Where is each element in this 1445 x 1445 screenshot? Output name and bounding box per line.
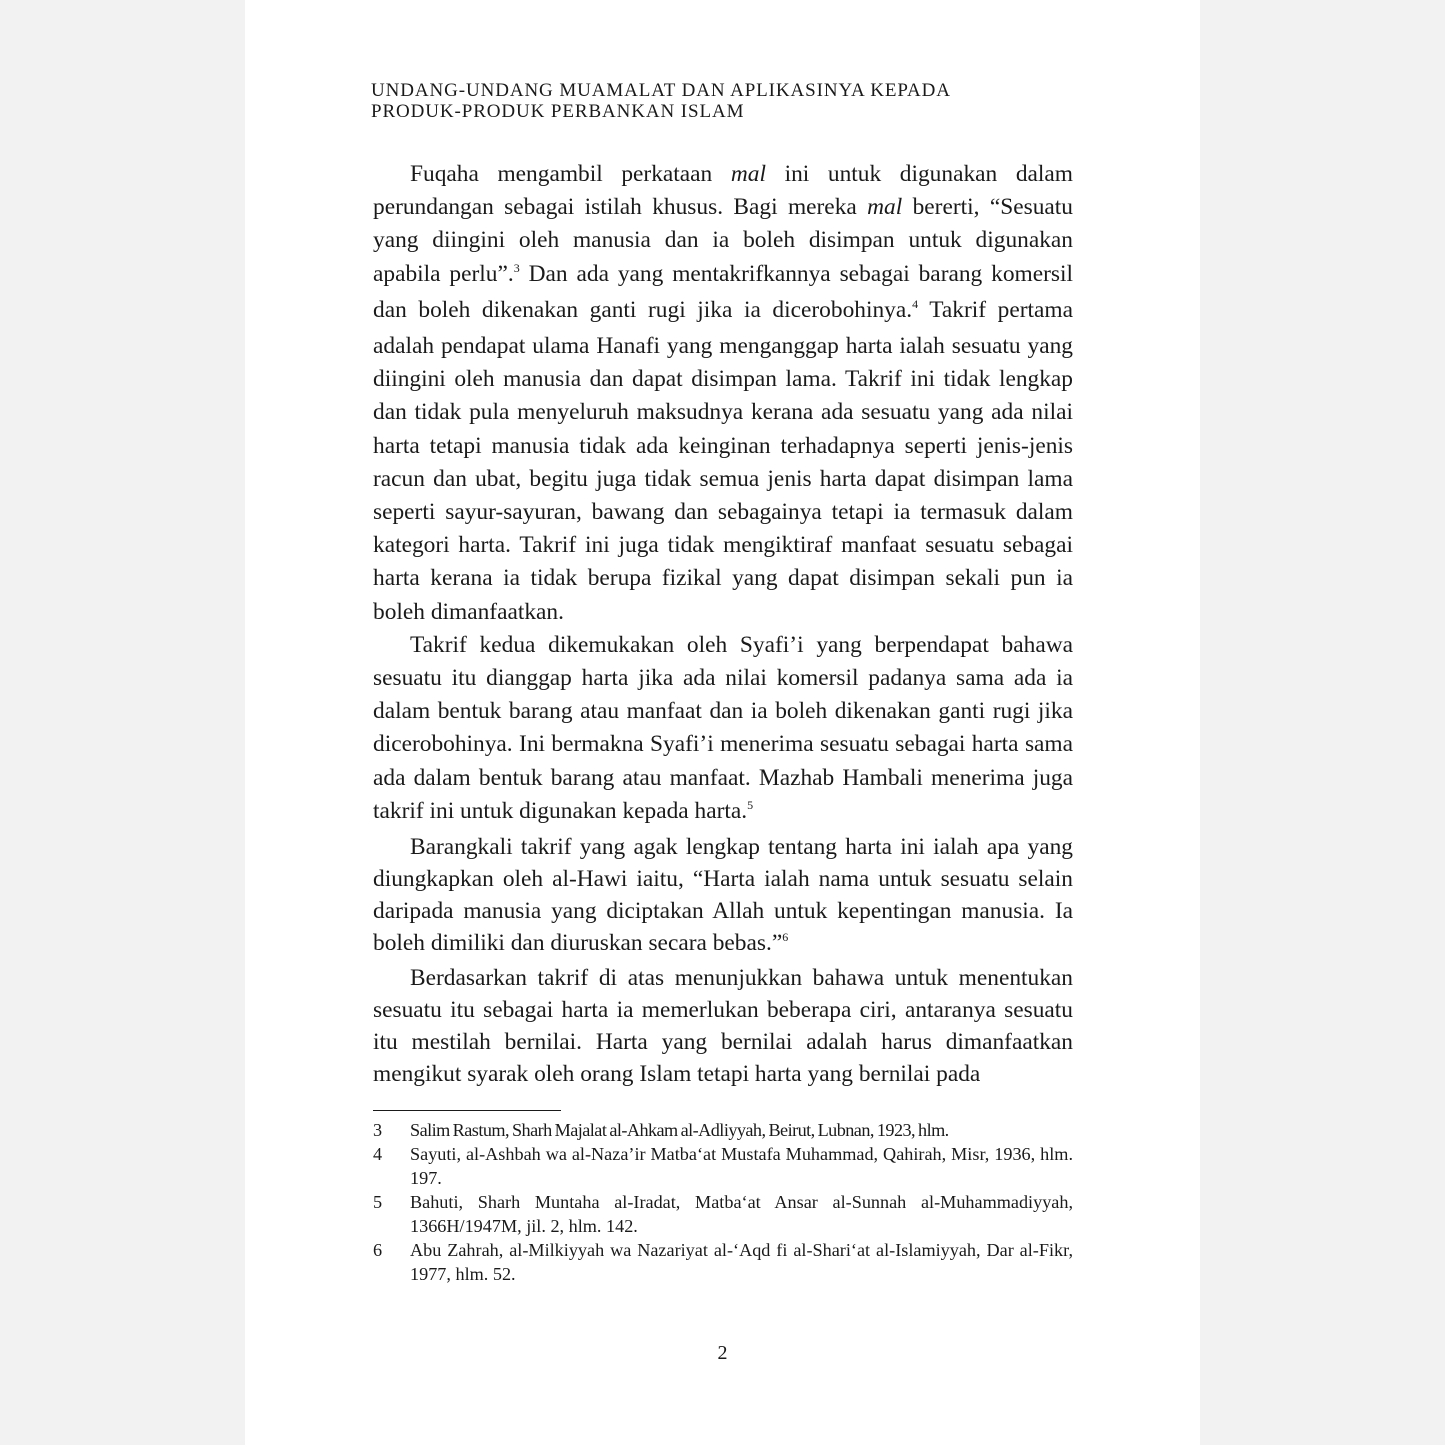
paragraph-2 <box>373 629 1073 831</box>
term-mal: mal <box>867 194 903 221</box>
paragraph-4-text: Berdasarkan takrif di atas menunjukkan bahawa untuk menentukan sesuatu itu sebagai harta ia memerlukan beberapa ciri, antaranya sesuatu itu mestilah bernilai. Harta yang bernilai adalah harus dimanfaatkan mengikut syarak oleh orang Islam tetapi harta yang bernilai pada <box>373 965 1073 1088</box>
footnote-5 <box>373 1190 1073 1238</box>
running-head <box>371 80 1071 122</box>
paragraph-1-text-d: Dan ada yang mentakrifkannya sebagai barang komersil dan boleh dikenakan ganti rugi jika ia dicerobohinya. <box>373 260 1074 323</box>
footnote-number: 6 <box>373 1240 383 1260</box>
footnote-ref-3[interactable]: 3 <box>513 260 520 275</box>
paragraph-1 <box>373 158 1073 629</box>
paragraph-2-text: Takrif kedua dikemukakan oleh Syafi’i yang berpendapat bahawa sesuatu itu dianggap harta jika ada nilai komersil padanya sama ada ia dalam bentuk barang atau manfaat dan ia boleh dikenakan ganti rugi jika dicerobohinya. Ini bermakna Syafi’i menerima sesuatu sebagai harta sama ada dalam bentuk barang atau manfaat. Mazhab Hambali menerima juga takrif ini untuk digunakan kepada harta. <box>373 631 1073 824</box>
running-head-line-2: PRODUK-PRODUK PERBANKAN ISLAM <box>371 101 745 122</box>
footnote-separator <box>373 1110 561 1111</box>
footnotes <box>373 1118 1073 1286</box>
paragraph-1-text-a: Fuqaha mengambil perkataan <box>410 161 731 187</box>
term-mal: mal <box>730 161 766 187</box>
footnote-3 <box>373 1118 1073 1142</box>
footnote-text: Sayuti, al-Ashbah wa al-Naza’ir Matba‘at Mustafa Muhammad, Qahirah, Misr, 1936, hlm. 197. <box>410 1144 1073 1188</box>
footnote-number: 3 <box>373 1120 383 1140</box>
footnote-number: 4 <box>373 1144 383 1164</box>
paragraph-1-text-c: bererti, “Sesuatu yang diingini oleh manusia dan ia boleh disimpan untuk digunakan apabila perlu”. <box>373 194 1073 287</box>
footnote-ref-4[interactable]: 4 <box>912 296 919 311</box>
footnote-6 <box>373 1238 1073 1286</box>
running-head-line-1: UNDANG-UNDANG MUAMALAT DAN APLIKASINYA KEPADA <box>371 80 951 101</box>
paragraph-3 <box>373 831 1073 962</box>
footnote-4 <box>373 1142 1073 1190</box>
footnote-text: Bahuti, Sharh Muntaha al-Iradat, Matba‘at Ansar al-Sunnah al-Muhammadiyyah, 1366H/1947M, jil. 2, hlm. 142. <box>410 1192 1073 1236</box>
page-number: 2 <box>717 1342 728 1364</box>
body-text <box>373 158 1073 1090</box>
footnote-ref-6[interactable]: 6 <box>782 930 789 945</box>
footnote-number: 5 <box>373 1192 383 1212</box>
footnote-ref-5[interactable]: 5 <box>747 797 754 812</box>
paragraph-1-text-e: Takrif pertama adalah pendapat ulama Hanafi yang menganggap harta ialah sesuatu yang diingini oleh manusia dan dapat disimpan lama. Takrif ini tidak lengkap dan tidak pula menyeluruh maksudnya kerana ada sesuatu yang ada nilai harta tetapi manusia tidak ada keinginan terhadapnya seperti jenis-jenis racun dan ubat, begitu juga tidak semua jenis harta dapat disimpan lama seperti sayur-sayuran, bawang dan sebagainya tetapi ia termasuk dalam kategori harta. Takrif ini juga tidak mengiktiraf manfaat sesuatu sebagai harta kerana ia tidak berupa fizikal yang dapat disimpan sekali pun ia boleh dimanfaatkan. <box>373 296 1073 625</box>
paragraph-3-text: Barangkali takrif yang agak lengkap tentang harta ini ialah apa yang diungkapkan oleh al-Hawi iaitu, “Harta ialah nama untuk sesuatu selain daripada manusia yang diciptakan Allah untuk kepentingan manusia. Ia boleh dimiliki dan diuruskan secara bebas.” <box>373 834 1073 957</box>
book-page <box>245 0 1200 1445</box>
footnote-text: Salim Rastum, Sharh Majalat al-Ahkam al-Adliyyah, Beirut, Lubnan, 1923, hlm. <box>410 1120 949 1140</box>
paragraph-4 <box>373 962 1073 1090</box>
footnote-text: Abu Zahrah, al-Milkiyyah wa Nazariyat al-‘Aqd fi al-Shari‘at al-Islamiyyah, Dar al-Fikr, 1977, hlm. 52. <box>410 1240 1073 1284</box>
paragraph-1-text-b: ini untuk digunakan dalam perundangan sebagai istilah khusus. Bagi mereka <box>373 161 1073 221</box>
